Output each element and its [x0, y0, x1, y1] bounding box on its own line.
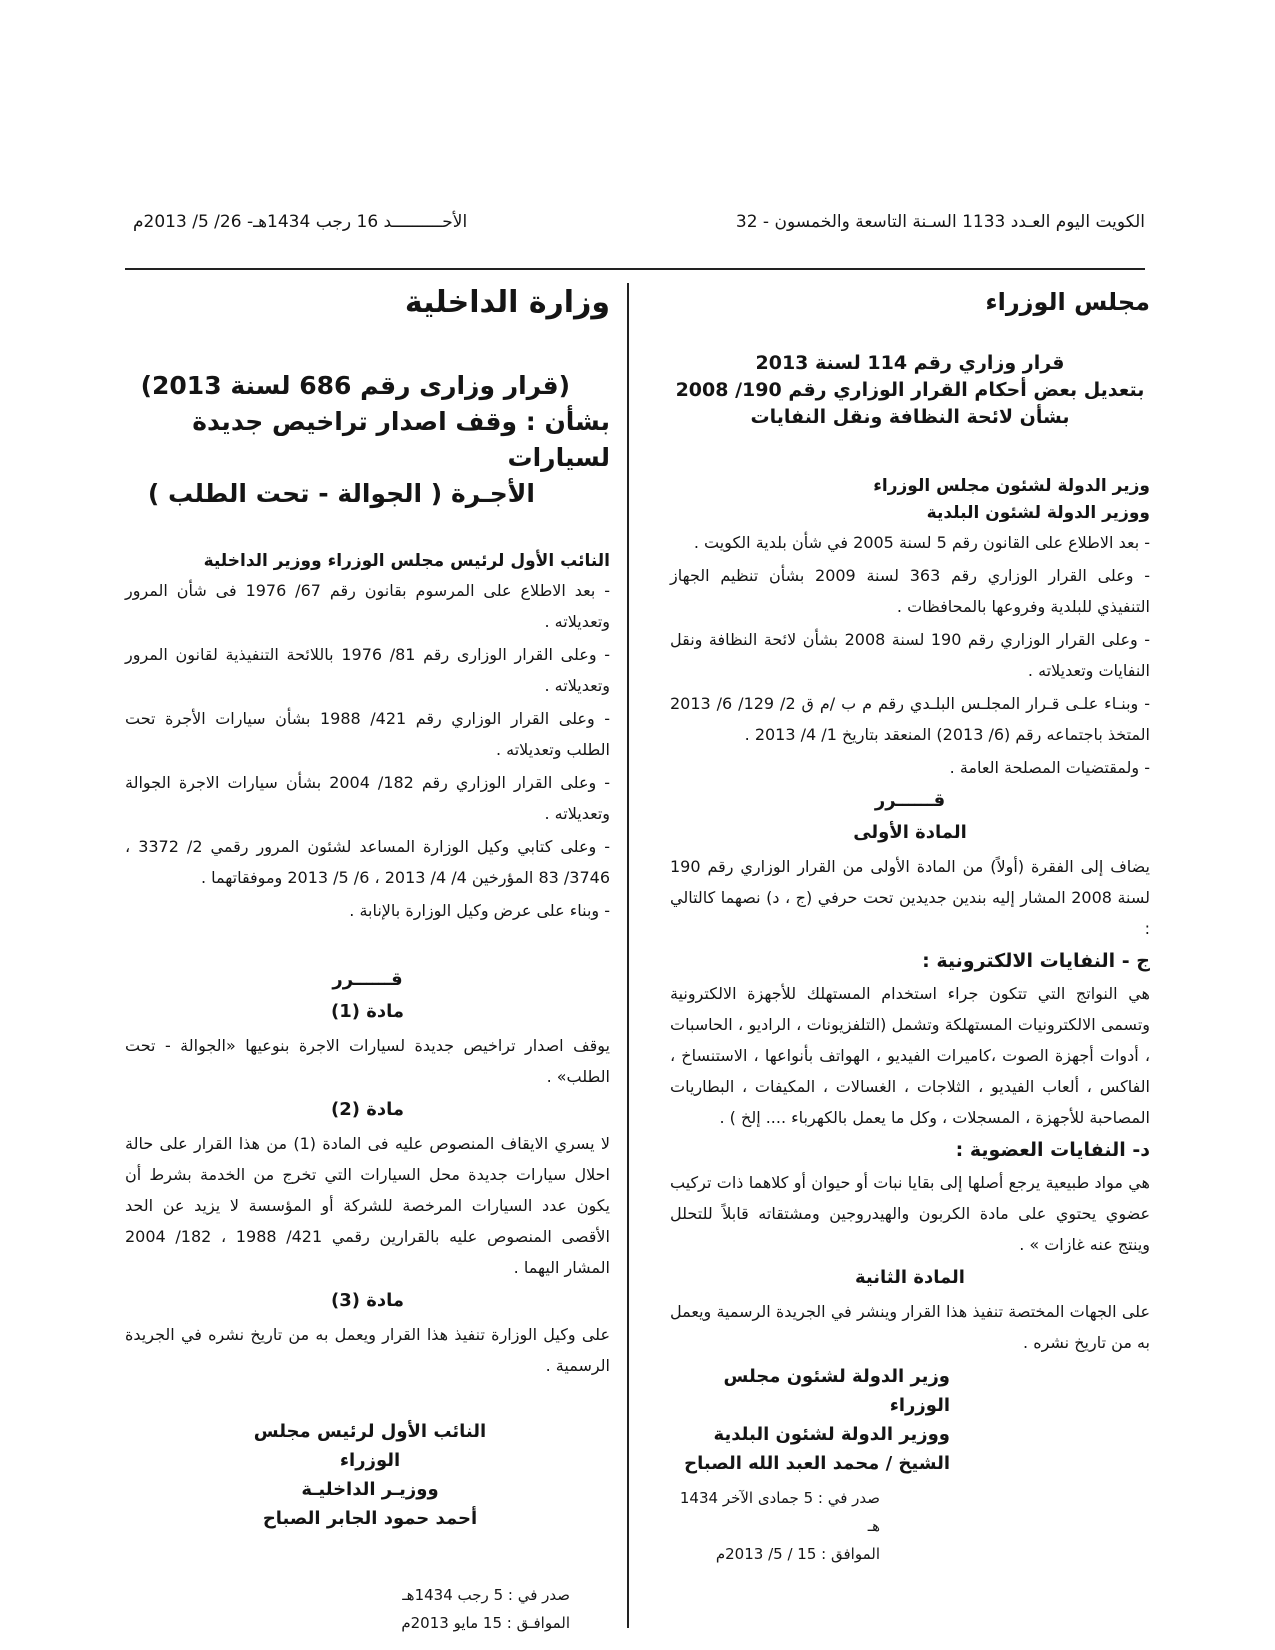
article-text: على وكيل الوزارة تنفيذ هذا القرار ويعمل به من تاريخ نشره في الجريدة الرسمية .	[125, 1325, 610, 1375]
preamble-item: - وعلى القرار الوزاري رقم 182/ 2004 بشأن سيارات الاجرة الجوالة وتعديلاته .	[125, 773, 610, 823]
decree-title-line: بشأن : وقف اصدار تراخيص جديدة لسيارات	[192, 407, 610, 472]
article-heading: مادة (3)	[330, 1290, 405, 1311]
article-text: على الجهات المختصة تنفيذ هذا القرار وينشر في الجريدة الرسمية ويعمل به من تاريخ نشره .	[670, 1302, 1150, 1352]
decree-title	[670, 350, 1150, 431]
signature-line: وزير الدولة لشئون مجلس الوزراء	[723, 1366, 950, 1416]
item-text: هي مواد طبيعية يرجع أصلها إلى بقايا نبات أو حيوان أو كلاهما ذات تركيب عضوي يحتوي على مادة الكربون والهيدروجين ومشتقاته قابلاً للتحلل وينتج عنه غازات » .	[670, 1173, 1150, 1254]
issuing-authority: النائب الأول لرئيس مجلس الوزراء ووزير الداخلية	[203, 551, 610, 571]
preamble-item: - وعلى القرار الوزاري رقم 421/ 1988 بشأن سيارات الأجرة تحت الطلب وتعديلاته .	[125, 709, 610, 759]
article-text: لا يسري الايقاف المنصوص عليه فى المادة (1) من هذا القرار على حالة احلال سيارات جديدة محل السيارات التي تخرج من الخدمة بشرط أن يكون عدد السيارات المرخصة للشركة أو المؤسسة لا يزيد عن الحد الأقصى المنصوص عليه بالقرارين رقمي 421/ 1988 ، 182/ 2004 المشار اليهما .	[125, 1134, 611, 1277]
article-heading: مادة (2)	[330, 1099, 405, 1120]
signature-line: أحمد حمود الجابر الصباح	[262, 1508, 478, 1529]
section-title: مجلس الوزراء	[985, 288, 1150, 316]
article-heading: مادة (1)	[330, 1001, 405, 1022]
page-header	[125, 212, 1145, 242]
item-text: هي النواتج التي تتكون جراء استخدام المستهلك للأجهزة الالكترونية وتسمى الالكترونيات المستهلكة وتشمل (التلفزيونات ، الراديو ، الحاسبات ، أدوات أجهزة الصوت ،كاميرات الفيديو ، الهواتف بأنواعها ، الاستنساخ ، الفاكس ، ألعاب الفيديو ، الثلاجات ، الغسالات ، المكيفات ، البطاريات المصاحبة للأجهزة ، المسجلات ، وكل ما يعمل بالكهرباء .... إلخ ) .	[670, 984, 1150, 1127]
signature-line: النائب الأول لرئيس مجلس الوزراء	[253, 1421, 487, 1471]
cabinet-decree-column	[670, 288, 1150, 1568]
decides-heading: قــــــرر	[332, 969, 403, 990]
signature-block	[670, 1362, 950, 1478]
signature-block	[230, 1417, 510, 1533]
preamble-item: - وبنـاء علـى قـرار المجلـس البلـدي رقم م ب /م ق 2/ 129/ 6/ 2013 المتخذ باجتماعه رقم (6/ 2013) المنعقد بتاريخ 1/ 4/ 2013 .	[670, 694, 1150, 744]
decree-title-line: (قرار وزارى رقم 686 لسنة 2013)	[140, 371, 570, 400]
issued-line: الموافق : 15 / 5/ 2013م	[715, 1545, 880, 1563]
decides-heading: قــــــرر	[874, 790, 946, 811]
issued-line: صدر في : 5 رجب 1434هـ	[402, 1586, 570, 1604]
authority-line: وزير الدولة لشئون مجلس الوزراء	[873, 476, 1150, 496]
preamble-item: - بعد الاطلاع على القانون رقم 5 لسنة 2005 في شأن بلدية الكويت .	[693, 533, 1150, 552]
preamble-item: - وبناء على عرض وكيل الوزارة بالإنابة .	[349, 901, 610, 920]
article-heading: المادة الثانية	[855, 1267, 965, 1288]
issued-line: صدر في : 5 جمادى الآخر 1434 هـ	[679, 1489, 880, 1535]
issued-line: الموافـق : 15 مايو 2013م	[401, 1614, 570, 1632]
interior-decree-column	[125, 285, 610, 1637]
article-text: يوقف اصدار تراخيص جديدة لسيارات الاجرة بنوعيها «الجوالة - تحت الطلب» .	[125, 1036, 610, 1086]
item-heading: ج - النفايات الالكترونية :	[922, 950, 1150, 972]
preamble-item: - وعلى كتابي وكيل الوزارة المساعد لشئون المرور رقمي 2/ 3372 ، 3746/ 83 المؤرخين 4/ 4/ 2013 ، 6/ 5/ 2013 وموفقاتهما .	[125, 837, 611, 887]
decree-title-line: بشأن لائحة النظافة ونقل النفايات	[750, 406, 1070, 428]
issuing-authority	[670, 473, 1150, 527]
issue-date-block	[670, 1484, 880, 1568]
issue-info: الكويت اليوم العـدد 1133 السـنة التاسعة والخمسون - 32	[735, 212, 1145, 232]
article-heading: المادة الأولى	[853, 822, 967, 843]
decree-title-line: بتعديل بعض أحكام القرار الوزاري رقم 190/ 2008	[675, 379, 1145, 401]
article-text: يضاف إلى الفقرة (أولاً) من المادة الأولى من القرار الوزاري رقم 190 لسنة 2008 المشار إليه بندين جديدين تحت حرفي (ج ، د) نصهما كالتالي :	[670, 857, 1151, 938]
column-divider	[627, 283, 629, 1628]
issue-date-block	[125, 1581, 570, 1637]
header-divider	[125, 268, 1145, 270]
signature-line: ووزيـر الداخليـة	[301, 1479, 439, 1500]
preamble-item: - وعلى القرار الوزاري رقم 190 لسنة 2008 بشأن لائحة النظافة ونقل النفايات وتعديلاته .	[670, 630, 1150, 680]
signature-line: ووزير الدولة لشئون البلدية	[713, 1424, 950, 1445]
authority-line: ووزير الدولة لشئون البلدية	[926, 503, 1150, 523]
signature-line: الشيخ / محمد العبد الله الصباح	[684, 1453, 950, 1474]
preamble-item: - ولمقتضيات المصلحة العامة .	[949, 758, 1150, 777]
section-title: وزارة الداخلية	[404, 285, 610, 320]
preamble-item: - وعلى القرار الوزاري رقم 363 لسنة 2009 بشأن تنظيم الجهاز التنفيذي للبلدية وفروعها بالمحافظات .	[670, 566, 1150, 616]
preamble-item: - بعد الاطلاع على المرسوم بقانون رقم 67/ 1976 فى شأن المرور وتعديلاته .	[125, 581, 611, 631]
decree-title-line: الأجـرة ( الجوالة - تحت الطلب )	[147, 479, 535, 508]
item-heading: د- النفايات العضوية :	[955, 1139, 1150, 1161]
preamble-item: - وعلى القرار الوزارى رقم 81/ 1976 باللائحة التنفيذية لقانون المرور وتعديلاته .	[125, 645, 610, 695]
decree-title	[125, 368, 610, 512]
issue-date: الأحــــــــــد 16 رجب 1434هـ- 26/ 5/ 2013م	[133, 212, 468, 232]
decree-title-line: قرار وزاري رقم 114 لسنة 2013	[755, 352, 1065, 374]
